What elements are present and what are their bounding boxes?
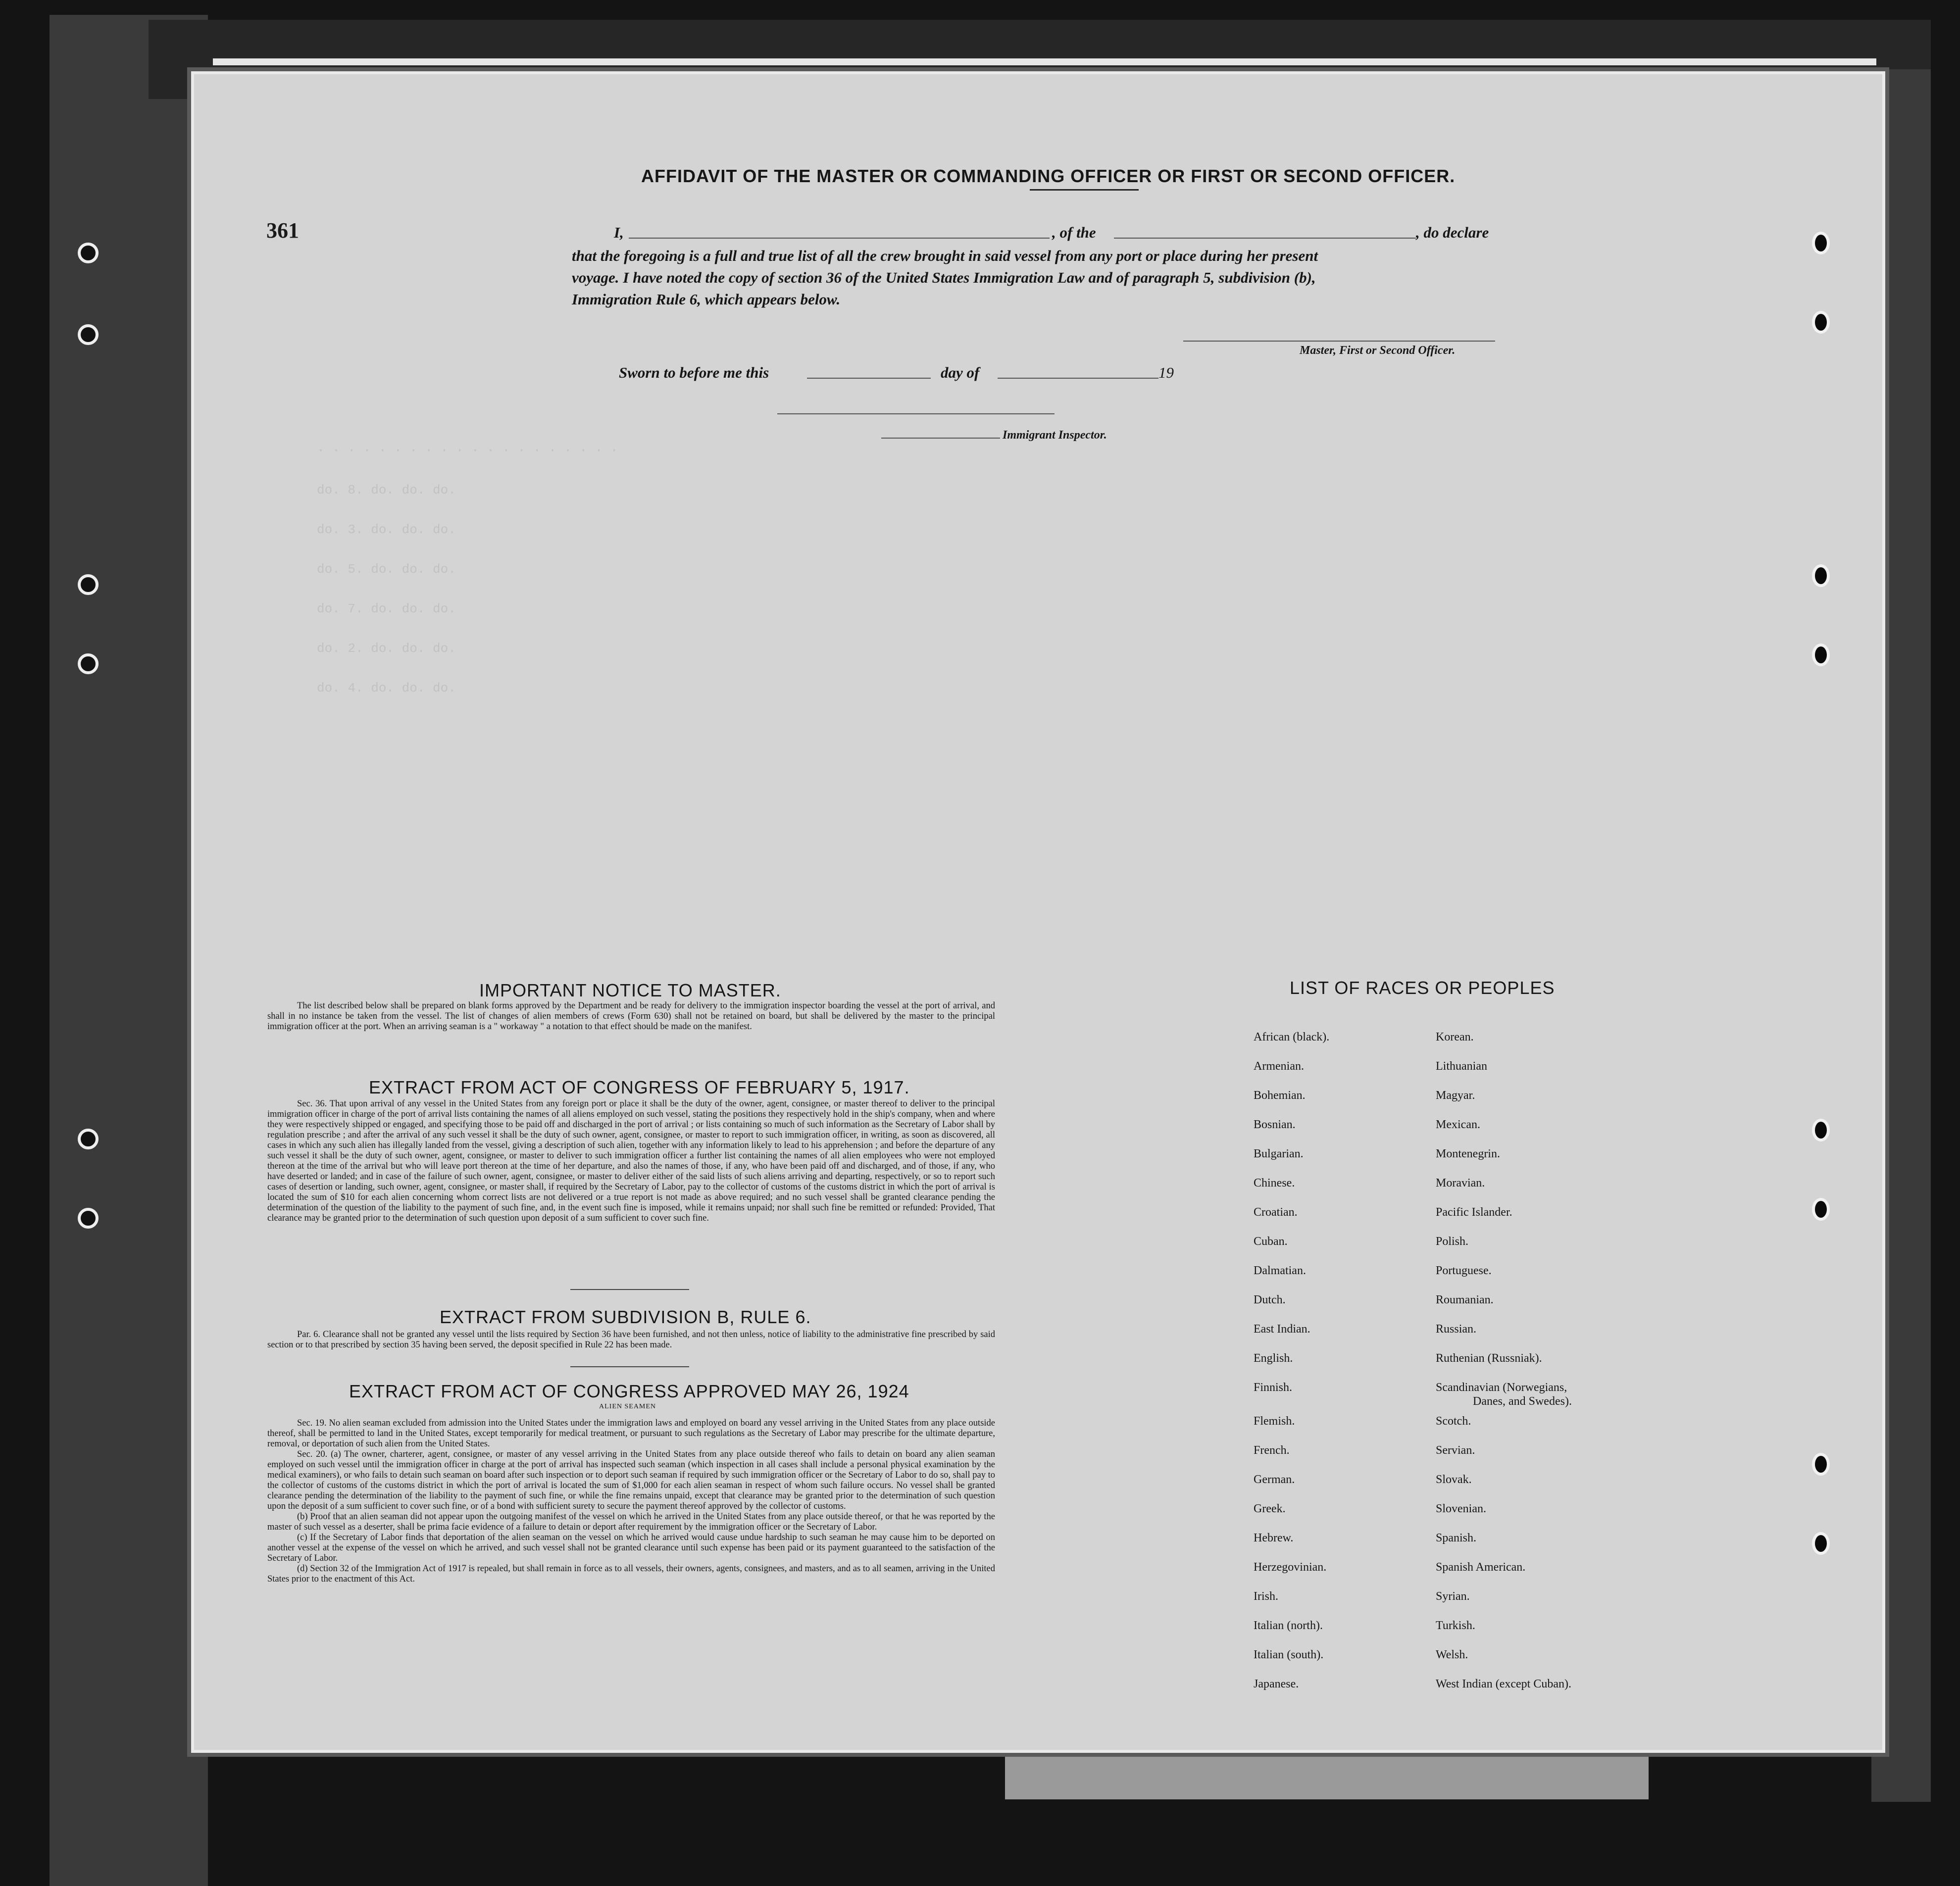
binder-hole-icon	[1812, 1198, 1830, 1221]
extract-rule6-paragraph: Par. 6. Clearance shall not be granted any vessel until the lists required by Section 36 have been furnished, and not then unless, notice of liability to the administrative fine prescribed by said section or to that prescribed by section 35 having been served, the deposit specified in Rule 22 has been made.	[267, 1330, 995, 1350]
race-item: Chinese.	[1254, 1177, 1295, 1190]
race-item: Slovak.	[1436, 1473, 1472, 1486]
bleed-through-text: do. 2. do. do. do.	[317, 641, 456, 656]
binder-hole-icon	[78, 1208, 99, 1229]
bleed-through-text: do. 3. do. do. do.	[317, 522, 456, 537]
race-item: Servian.	[1436, 1444, 1475, 1457]
extract-1917-title: EXTRACT FROM ACT OF CONGRESS OF FEBRUARY 5, 1917.	[369, 1077, 910, 1097]
extract-1917-text	[267, 1099, 995, 1224]
race-item: Dalmatian.	[1254, 1264, 1306, 1277]
binder-hole-icon	[78, 653, 99, 674]
master-signature-line	[1183, 341, 1495, 342]
race-item: Russian.	[1436, 1323, 1477, 1336]
affidavit-line-1	[614, 223, 1525, 243]
inspector-line-upper	[777, 413, 1055, 414]
race-item: Hebrew.	[1254, 1532, 1294, 1544]
inspector-line	[881, 438, 1000, 439]
affidavit-line-3: voyage. I have noted the copy of section 36 of the United States Immigration Law and of paragraph 5, subdivision (b),	[572, 269, 1316, 286]
race-item: Scandinavian (Norwegians,	[1436, 1381, 1567, 1394]
page-number: 361	[266, 218, 299, 243]
race-item: Flemish.	[1254, 1415, 1295, 1428]
race-item: Greek.	[1254, 1502, 1286, 1515]
extract-1924-p1: Sec. 19. No alien seaman excluded from admission into the United States under the immigration laws and employed on board any vessel arriving in the United States from any place outside thereof, shall be permitted to land in the United States, except temporarily for medical treatment, or pursuant to such regulations as the Secretary of Labor may prescribe for the ultimate departure, removal, or deportation of such alien from the United States.	[267, 1418, 995, 1449]
race-item: Bosnian.	[1254, 1118, 1296, 1131]
extract-1924-text	[267, 1418, 995, 1585]
race-item: Lithuanian	[1436, 1060, 1487, 1073]
under-page-left	[50, 15, 208, 1886]
race-item: Pacific Islander.	[1436, 1206, 1512, 1219]
notice-paragraph: The list described below shall be prepared on blank forms approved by the Department and be ready for delivery to the immigration inspector boarding the vessel at the port of arrival, and shall in no instance be taken from the vessel. The list of changes of alien members of crews (Form 630) shall not be retained on board, but shall be delivered by the master to the principal immigration officer at the port. When an arriving seaman is a " workaway " a notation to that effect should be made on the manifest.	[267, 1001, 995, 1032]
race-item: Spanish.	[1436, 1532, 1477, 1544]
race-item: Roumanian.	[1436, 1293, 1494, 1306]
race-item: Scotch.	[1436, 1415, 1471, 1428]
affidavit-i: I,	[614, 224, 624, 241]
title-underline	[1030, 189, 1139, 191]
race-item: Korean.	[1436, 1031, 1474, 1043]
affidavit-declare: , do declare	[1416, 224, 1489, 241]
affidavit-of-the: , of the	[1052, 224, 1096, 241]
affidavit-line-2: that the foregoing is a full and true list of all the crew brought in said vessel from any port or place during her present	[572, 247, 1318, 264]
binder-hole-icon	[78, 574, 99, 595]
race-item: Croatian.	[1254, 1206, 1298, 1219]
race-item: Slovenian.	[1436, 1502, 1486, 1515]
master-label: Master, First or Second Officer.	[1300, 344, 1456, 357]
vessel-line	[1114, 238, 1416, 239]
extract-1924-title: EXTRACT FROM ACT OF CONGRESS APPROVED MAY 26, 1924	[349, 1381, 909, 1401]
affidavit-title: AFFIDAVIT OF THE MASTER OR COMMANDING OFFICER OR FIRST OR SECOND OFFICER.	[641, 166, 1456, 186]
race-item: Italian (south).	[1254, 1648, 1324, 1661]
sheet-edge-top	[213, 58, 1876, 65]
race-item: Cuban.	[1254, 1235, 1288, 1248]
binder-hole-icon	[78, 243, 99, 263]
sworn-month-line	[998, 378, 1158, 379]
race-item: Armenian.	[1254, 1060, 1304, 1073]
binder-hole-icon	[1812, 232, 1830, 254]
section-divider	[570, 1366, 689, 1367]
race-item: Portuguese.	[1436, 1264, 1492, 1277]
race-item-continued: Danes, and Swedes).	[1473, 1395, 1572, 1408]
binder-hole-icon	[1812, 1119, 1830, 1142]
extract-1924-p2: Sec. 20. (a) The owner, charterer, agent, consignee, or master of any vessel arriving in the United States from any place outside thereof who fails to detain on board any alien seaman employed on such vessel until the immigration officer in charge at the port of arrival has inspected such seaman (which inspection in all cases shall include a personal physical examination by the medical examiners), or who fails to detain such seaman on board after such inspection or to deport such seaman if required by such immigration officer or the Secretary of Labor to do so, shall pay to the collector of customs of the customs district in which the port of arrival is located the sum of $1,000 for each alien seaman in respect of whom such failure occurs. No vessel shall be granted clearance pending the determination of the liability to the payment of such fine, or while the fine remains unpaid, except that clearance may be granted prior to the determination of such question upon the deposit of a sum sufficient to cover such fine, or of a bond with sufficient surety to secure the payment thereof approved by the collector of customs.	[267, 1449, 995, 1511]
sworn-day-of: day of	[941, 364, 980, 381]
race-item: West Indian (except Cuban).	[1436, 1678, 1571, 1690]
extract-1924-subtitle: ALIEN SEAMEN	[599, 1403, 656, 1410]
race-item: Montenegrin.	[1436, 1147, 1500, 1160]
binder-hole-icon	[1812, 644, 1830, 666]
races-title: LIST OF RACES OR PEOPLES	[1290, 978, 1555, 998]
name-line	[629, 238, 1050, 239]
race-item: Italian (north).	[1254, 1619, 1323, 1632]
inspector-label: Immigrant Inspector.	[1003, 429, 1107, 442]
bleed-through-text: do. 4. do. do. do.	[317, 681, 456, 695]
extract-rule6-title: EXTRACT FROM SUBDIVISION B, RULE 6.	[440, 1307, 811, 1327]
sheet-edge-bottom	[1005, 1755, 1649, 1799]
extract-1924-p5: (d) Section 32 of the Immigration Act of 1917 is repealed, but shall remain in force as to all vessels, their owners, agents, consignees, and masters, and as to all seamen, arriving in the United States prior to the enactment of this Act.	[267, 1564, 995, 1584]
race-item: Bohemian.	[1254, 1089, 1306, 1102]
extract-1924-p3: (b) Proof that an alien seaman did not appear upon the outgoing manifest of the vessel on which he arrived in the United States from any place outside thereof, or that he was reported by the master of such vessel as a deserter, shall be prima facie evidence of a failure to detain or deport after requirement by the immigration officer or the Secretary of Labor.	[267, 1512, 995, 1532]
section-divider	[570, 1289, 689, 1290]
race-item: Ruthenian (Russniak).	[1436, 1352, 1542, 1365]
race-item: Irish.	[1254, 1590, 1278, 1603]
notice-title: IMPORTANT NOTICE TO MASTER.	[479, 980, 781, 1000]
binder-hole-icon	[78, 1129, 99, 1149]
race-item: Welsh.	[1436, 1648, 1468, 1661]
bleed-through-text: do. 8. do. do. do.	[317, 483, 456, 497]
bleed-through-text: · · · · · · · · · · · · · · · · · · · ·	[317, 443, 618, 458]
race-item: Dutch.	[1254, 1293, 1286, 1306]
race-item: Syrian.	[1436, 1590, 1470, 1603]
race-item: Mexican.	[1436, 1118, 1480, 1131]
binder-hole-icon	[1812, 1453, 1830, 1476]
affidavit-line-4: Immigration Rule 6, which appears below.	[572, 291, 841, 308]
sworn-year: 19	[1158, 364, 1174, 381]
race-item: Finnish.	[1254, 1381, 1293, 1394]
notice-text	[267, 1001, 995, 1032]
race-item: Bulgarian.	[1254, 1147, 1304, 1160]
bleed-through-text: do. 5. do. do. do.	[317, 562, 456, 577]
race-item: French.	[1254, 1444, 1290, 1457]
binder-hole-icon	[1812, 564, 1830, 587]
race-item: East Indian.	[1254, 1323, 1310, 1336]
race-item: African (black).	[1254, 1031, 1330, 1043]
race-item: Japanese.	[1254, 1678, 1299, 1690]
extract-1924-p4: (c) If the Secretary of Labor finds that deportation of the alien seaman on the vessel on which he arrived would cause undue hardship to such seaman he may cause him to be deported on another vessel at the expense of the vessel on which he arrived, and such vessel shall not be granted clearance until such expense has been paid or its payment guaranteed to the satisfaction of the Secretary of Labor.	[267, 1533, 995, 1563]
race-item: Spanish American.	[1436, 1561, 1526, 1574]
binder-hole-icon	[1812, 1532, 1830, 1555]
binder-hole-icon	[78, 324, 99, 345]
sworn-prefix: Sworn to before me this	[619, 364, 769, 381]
race-item: Herzegovinian.	[1254, 1561, 1327, 1574]
race-item: Polish.	[1436, 1235, 1469, 1248]
extract-rule6-text	[267, 1330, 995, 1350]
extract-1917-paragraph: Sec. 36. That upon arrival of any vessel in the United States from any foreign port or place it shall be the duty of the owner, agent, consignee, or master thereof to deliver to the principal immigration officer in charge of the port of arrival lists containing the names of all aliens employed on such vessel, stating the positions they respectively hold in the ship's company, when and where they were respectively shipped or engaged, and specifying those to be paid off and discharged in the port of arrival ; or lists containing so much of such information as the Secretary of Labor shall by regulation prescribe ; and after the arrival of any such vessel it shall be the duty of such owner, agent, consignee, or master to report to such immigration officer, in writing, as soon as discovered, all cases in which any such alien has illegally landed from the vessel, giving a description of such alien, together with any information likely to lead to his apprehension ; and before the departure of any such vessel it shall be the duty of such owner, agent, consignee, or master to deliver to such immigration officer a further list containing the names of all alien employees who were not employed thereon at the time of the arrival but who will leave port thereon at the time of her departure, and also the names of those, if any, who have been paid off and discharged, and of those, if any, who have deserted or landed; and in case of the failure of such owner, agent, consignee, or master to deliver either of the said lists of such aliens arriving and departing, respectively, or so to report such cases of desertion or landing, such owner, agent, consignee, or master shall, if required by the Secretary of Labor, pay to the collector of customs of the customs district in which the port of arrival is located the sum of $10 for each alien concerning whom correct lists are not delivered or a true report is not made as above required; and no such vessel shall be granted clearance pending the determination of the question of the liability to the payment of such fine, and, in the event such fine is imposed, while it remains unpaid; nor shall such fine be remitted or refunded: Provided, That clearance may be granted prior to the determination of such question upon deposit of a sum sufficient to cover such fine.	[267, 1099, 995, 1223]
race-item: English.	[1254, 1352, 1293, 1365]
race-item: Moravian.	[1436, 1177, 1485, 1190]
race-item: German.	[1254, 1473, 1295, 1486]
race-item: Turkish.	[1436, 1619, 1475, 1632]
sworn-day-line	[807, 378, 931, 379]
bleed-through-text: do. 7. do. do. do.	[317, 601, 456, 616]
race-item: Magyar.	[1436, 1089, 1475, 1102]
binder-hole-icon	[1812, 311, 1830, 334]
